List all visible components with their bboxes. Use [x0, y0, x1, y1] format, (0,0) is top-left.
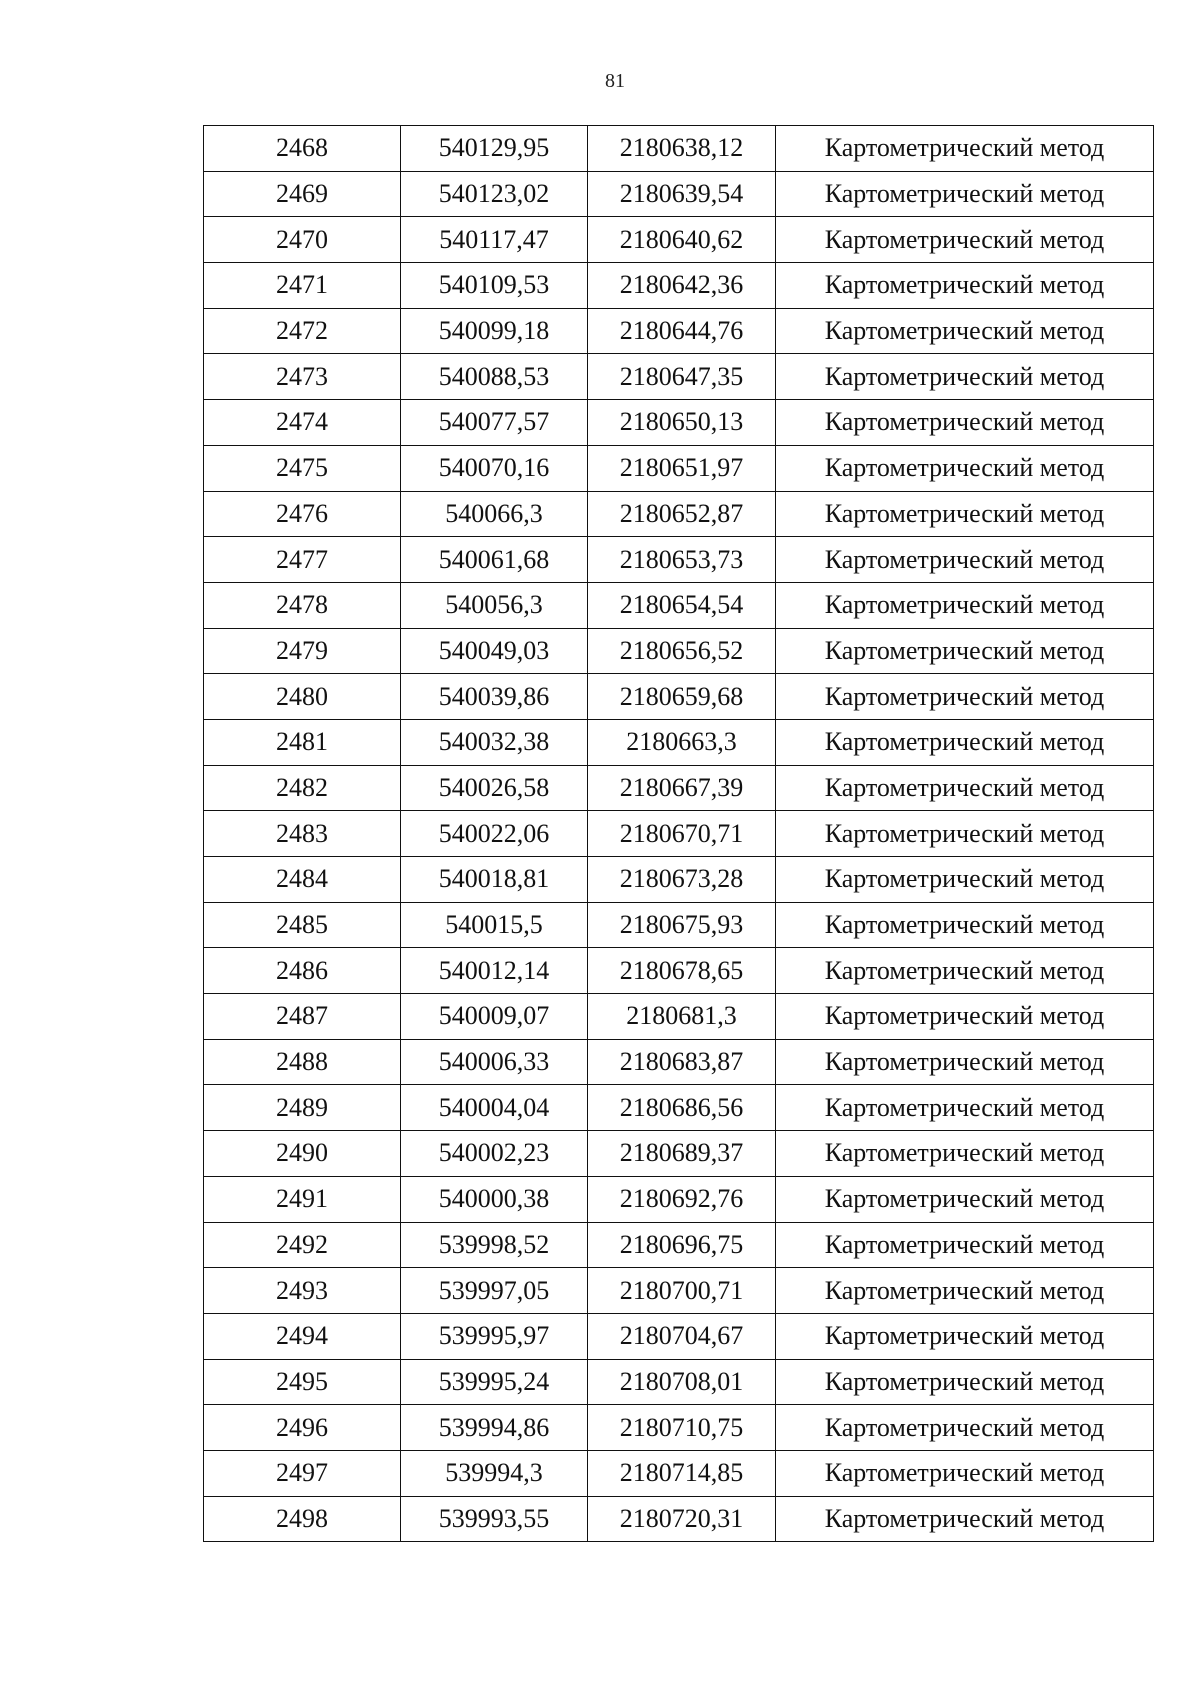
- method-cell: Картометрический метод: [776, 857, 1154, 903]
- y-coordinate-cell: 2180714,85: [588, 1450, 776, 1496]
- x-coordinate-cell: 539994,3: [401, 1450, 588, 1496]
- table-row: [204, 628, 1154, 674]
- point-number-cell: 2478: [204, 582, 401, 628]
- y-coordinate-cell: 2180686,56: [588, 1085, 776, 1131]
- y-coordinate-cell: 2180640,62: [588, 217, 776, 263]
- table-row: [204, 582, 1154, 628]
- point-number-cell: 2486: [204, 948, 401, 994]
- point-number-cell: 2495: [204, 1359, 401, 1405]
- table-row: [204, 857, 1154, 903]
- x-coordinate-cell: 540123,02: [401, 171, 588, 217]
- method-cell: Картометрический метод: [776, 445, 1154, 491]
- method-cell: Картометрический метод: [776, 628, 1154, 674]
- table-row: [204, 217, 1154, 263]
- point-number-cell: 2490: [204, 1131, 401, 1177]
- point-number-cell: 2484: [204, 857, 401, 903]
- x-coordinate-cell: 540009,07: [401, 994, 588, 1040]
- point-number-cell: 2481: [204, 719, 401, 765]
- table-row: [204, 765, 1154, 811]
- x-coordinate-cell: 540109,53: [401, 263, 588, 309]
- y-coordinate-cell: 2180704,67: [588, 1313, 776, 1359]
- x-coordinate-cell: 540117,47: [401, 217, 588, 263]
- method-cell: Картометрический метод: [776, 400, 1154, 446]
- table-row: [204, 1313, 1154, 1359]
- x-coordinate-cell: 540049,03: [401, 628, 588, 674]
- table-row: [204, 1268, 1154, 1314]
- point-number-cell: 2474: [204, 400, 401, 446]
- point-number-cell: 2479: [204, 628, 401, 674]
- y-coordinate-cell: 2180683,87: [588, 1039, 776, 1085]
- method-cell: Картометрический метод: [776, 948, 1154, 994]
- method-cell: Картометрический метод: [776, 171, 1154, 217]
- y-coordinate-cell: 2180652,87: [588, 491, 776, 537]
- table-row: [204, 719, 1154, 765]
- table-row: [204, 1039, 1154, 1085]
- y-coordinate-cell: 2180644,76: [588, 308, 776, 354]
- y-coordinate-cell: 2180689,37: [588, 1131, 776, 1177]
- method-cell: Картометрический метод: [776, 491, 1154, 537]
- point-number-cell: 2468: [204, 126, 401, 172]
- x-coordinate-cell: 539997,05: [401, 1268, 588, 1314]
- point-number-cell: 2491: [204, 1176, 401, 1222]
- y-coordinate-cell: 2180696,75: [588, 1222, 776, 1268]
- point-number-cell: 2476: [204, 491, 401, 537]
- method-cell: Картометрический метод: [776, 719, 1154, 765]
- x-coordinate-cell: 540018,81: [401, 857, 588, 903]
- y-coordinate-cell: 2180650,13: [588, 400, 776, 446]
- x-coordinate-cell: 540022,06: [401, 811, 588, 857]
- method-cell: Картометрический метод: [776, 217, 1154, 263]
- point-number-cell: 2488: [204, 1039, 401, 1085]
- y-coordinate-cell: 2180642,36: [588, 263, 776, 309]
- table-row: [204, 1085, 1154, 1131]
- y-coordinate-cell: 2180659,68: [588, 674, 776, 720]
- x-coordinate-cell: 540015,5: [401, 902, 588, 948]
- y-coordinate-cell: 2180651,97: [588, 445, 776, 491]
- table-row: [204, 811, 1154, 857]
- table-row: [204, 1176, 1154, 1222]
- y-coordinate-cell: 2180700,71: [588, 1268, 776, 1314]
- table-row: [204, 1222, 1154, 1268]
- table-row: [204, 491, 1154, 537]
- method-cell: Картометрический метод: [776, 126, 1154, 172]
- method-cell: Картометрический метод: [776, 994, 1154, 1040]
- x-coordinate-cell: 540088,53: [401, 354, 588, 400]
- table-row: [204, 1496, 1154, 1542]
- table-row: [204, 1359, 1154, 1405]
- table-row: [204, 445, 1154, 491]
- table-row: [204, 400, 1154, 446]
- x-coordinate-cell: 539994,86: [401, 1405, 588, 1451]
- y-coordinate-cell: 2180673,28: [588, 857, 776, 903]
- method-cell: Картометрический метод: [776, 1450, 1154, 1496]
- x-coordinate-cell: 540099,18: [401, 308, 588, 354]
- point-number-cell: 2470: [204, 217, 401, 263]
- y-coordinate-cell: 2180638,12: [588, 126, 776, 172]
- x-coordinate-cell: 540061,68: [401, 537, 588, 583]
- table-body: [204, 126, 1154, 1542]
- x-coordinate-cell: 540070,16: [401, 445, 588, 491]
- table-row: [204, 537, 1154, 583]
- x-coordinate-cell: 540026,58: [401, 765, 588, 811]
- y-coordinate-cell: 2180675,93: [588, 902, 776, 948]
- point-number-cell: 2480: [204, 674, 401, 720]
- table-row: [204, 674, 1154, 720]
- point-number-cell: 2472: [204, 308, 401, 354]
- method-cell: Картометрический метод: [776, 582, 1154, 628]
- point-number-cell: 2494: [204, 1313, 401, 1359]
- y-coordinate-cell: 2180692,76: [588, 1176, 776, 1222]
- x-coordinate-cell: 539995,24: [401, 1359, 588, 1405]
- table-row: [204, 1405, 1154, 1451]
- method-cell: Картометрический метод: [776, 765, 1154, 811]
- y-coordinate-cell: 2180670,71: [588, 811, 776, 857]
- table-row: [204, 171, 1154, 217]
- method-cell: Картометрический метод: [776, 263, 1154, 309]
- point-number-cell: 2473: [204, 354, 401, 400]
- point-number-cell: 2497: [204, 1450, 401, 1496]
- point-number-cell: 2477: [204, 537, 401, 583]
- y-coordinate-cell: 2180653,73: [588, 537, 776, 583]
- method-cell: Картометрический метод: [776, 308, 1154, 354]
- table-row: [204, 994, 1154, 1040]
- point-number-cell: 2493: [204, 1268, 401, 1314]
- y-coordinate-cell: 2180647,35: [588, 354, 776, 400]
- table-row: [204, 1450, 1154, 1496]
- x-coordinate-cell: 539998,52: [401, 1222, 588, 1268]
- x-coordinate-cell: 540056,3: [401, 582, 588, 628]
- table-row: [204, 263, 1154, 309]
- x-coordinate-cell: 540032,38: [401, 719, 588, 765]
- x-coordinate-cell: 540012,14: [401, 948, 588, 994]
- y-coordinate-cell: 2180710,75: [588, 1405, 776, 1451]
- method-cell: Картометрический метод: [776, 1131, 1154, 1177]
- method-cell: Картометрический метод: [776, 1405, 1154, 1451]
- y-coordinate-cell: 2180708,01: [588, 1359, 776, 1405]
- point-number-cell: 2487: [204, 994, 401, 1040]
- x-coordinate-cell: 540066,3: [401, 491, 588, 537]
- point-number-cell: 2485: [204, 902, 401, 948]
- x-coordinate-cell: 540002,23: [401, 1131, 588, 1177]
- x-coordinate-cell: 540006,33: [401, 1039, 588, 1085]
- method-cell: Картометрический метод: [776, 902, 1154, 948]
- method-cell: Картометрический метод: [776, 1313, 1154, 1359]
- method-cell: Картометрический метод: [776, 1359, 1154, 1405]
- method-cell: Картометрический метод: [776, 1176, 1154, 1222]
- method-cell: Картометрический метод: [776, 1085, 1154, 1131]
- table-row: [204, 948, 1154, 994]
- x-coordinate-cell: 540077,57: [401, 400, 588, 446]
- method-cell: Картометрический метод: [776, 1268, 1154, 1314]
- method-cell: Картометрический метод: [776, 537, 1154, 583]
- y-coordinate-cell: 2180654,54: [588, 582, 776, 628]
- page-number: 81: [605, 70, 625, 92]
- point-number-cell: 2496: [204, 1405, 401, 1451]
- point-number-cell: 2492: [204, 1222, 401, 1268]
- x-coordinate-cell: 539993,55: [401, 1496, 588, 1542]
- table-row: [204, 902, 1154, 948]
- y-coordinate-cell: 2180720,31: [588, 1496, 776, 1542]
- point-number-cell: 2471: [204, 263, 401, 309]
- x-coordinate-cell: 540039,86: [401, 674, 588, 720]
- method-cell: Картометрический метод: [776, 811, 1154, 857]
- coordinates-table: [203, 125, 1154, 1542]
- y-coordinate-cell: 2180678,65: [588, 948, 776, 994]
- y-coordinate-cell: 2180656,52: [588, 628, 776, 674]
- y-coordinate-cell: 2180639,54: [588, 171, 776, 217]
- method-cell: Картометрический метод: [776, 354, 1154, 400]
- point-number-cell: 2469: [204, 171, 401, 217]
- method-cell: Картометрический метод: [776, 674, 1154, 720]
- x-coordinate-cell: 540004,04: [401, 1085, 588, 1131]
- x-coordinate-cell: 540000,38: [401, 1176, 588, 1222]
- y-coordinate-cell: 2180663,3: [588, 719, 776, 765]
- table-row: [204, 1131, 1154, 1177]
- point-number-cell: 2489: [204, 1085, 401, 1131]
- method-cell: Картометрический метод: [776, 1222, 1154, 1268]
- point-number-cell: 2482: [204, 765, 401, 811]
- point-number-cell: 2498: [204, 1496, 401, 1542]
- table-row: [204, 308, 1154, 354]
- method-cell: Картометрический метод: [776, 1039, 1154, 1085]
- x-coordinate-cell: 540129,95: [401, 126, 588, 172]
- table-row: [204, 354, 1154, 400]
- method-cell: Картометрический метод: [776, 1496, 1154, 1542]
- table-row: [204, 126, 1154, 172]
- point-number-cell: 2483: [204, 811, 401, 857]
- y-coordinate-cell: 2180667,39: [588, 765, 776, 811]
- point-number-cell: 2475: [204, 445, 401, 491]
- x-coordinate-cell: 539995,97: [401, 1313, 588, 1359]
- y-coordinate-cell: 2180681,3: [588, 994, 776, 1040]
